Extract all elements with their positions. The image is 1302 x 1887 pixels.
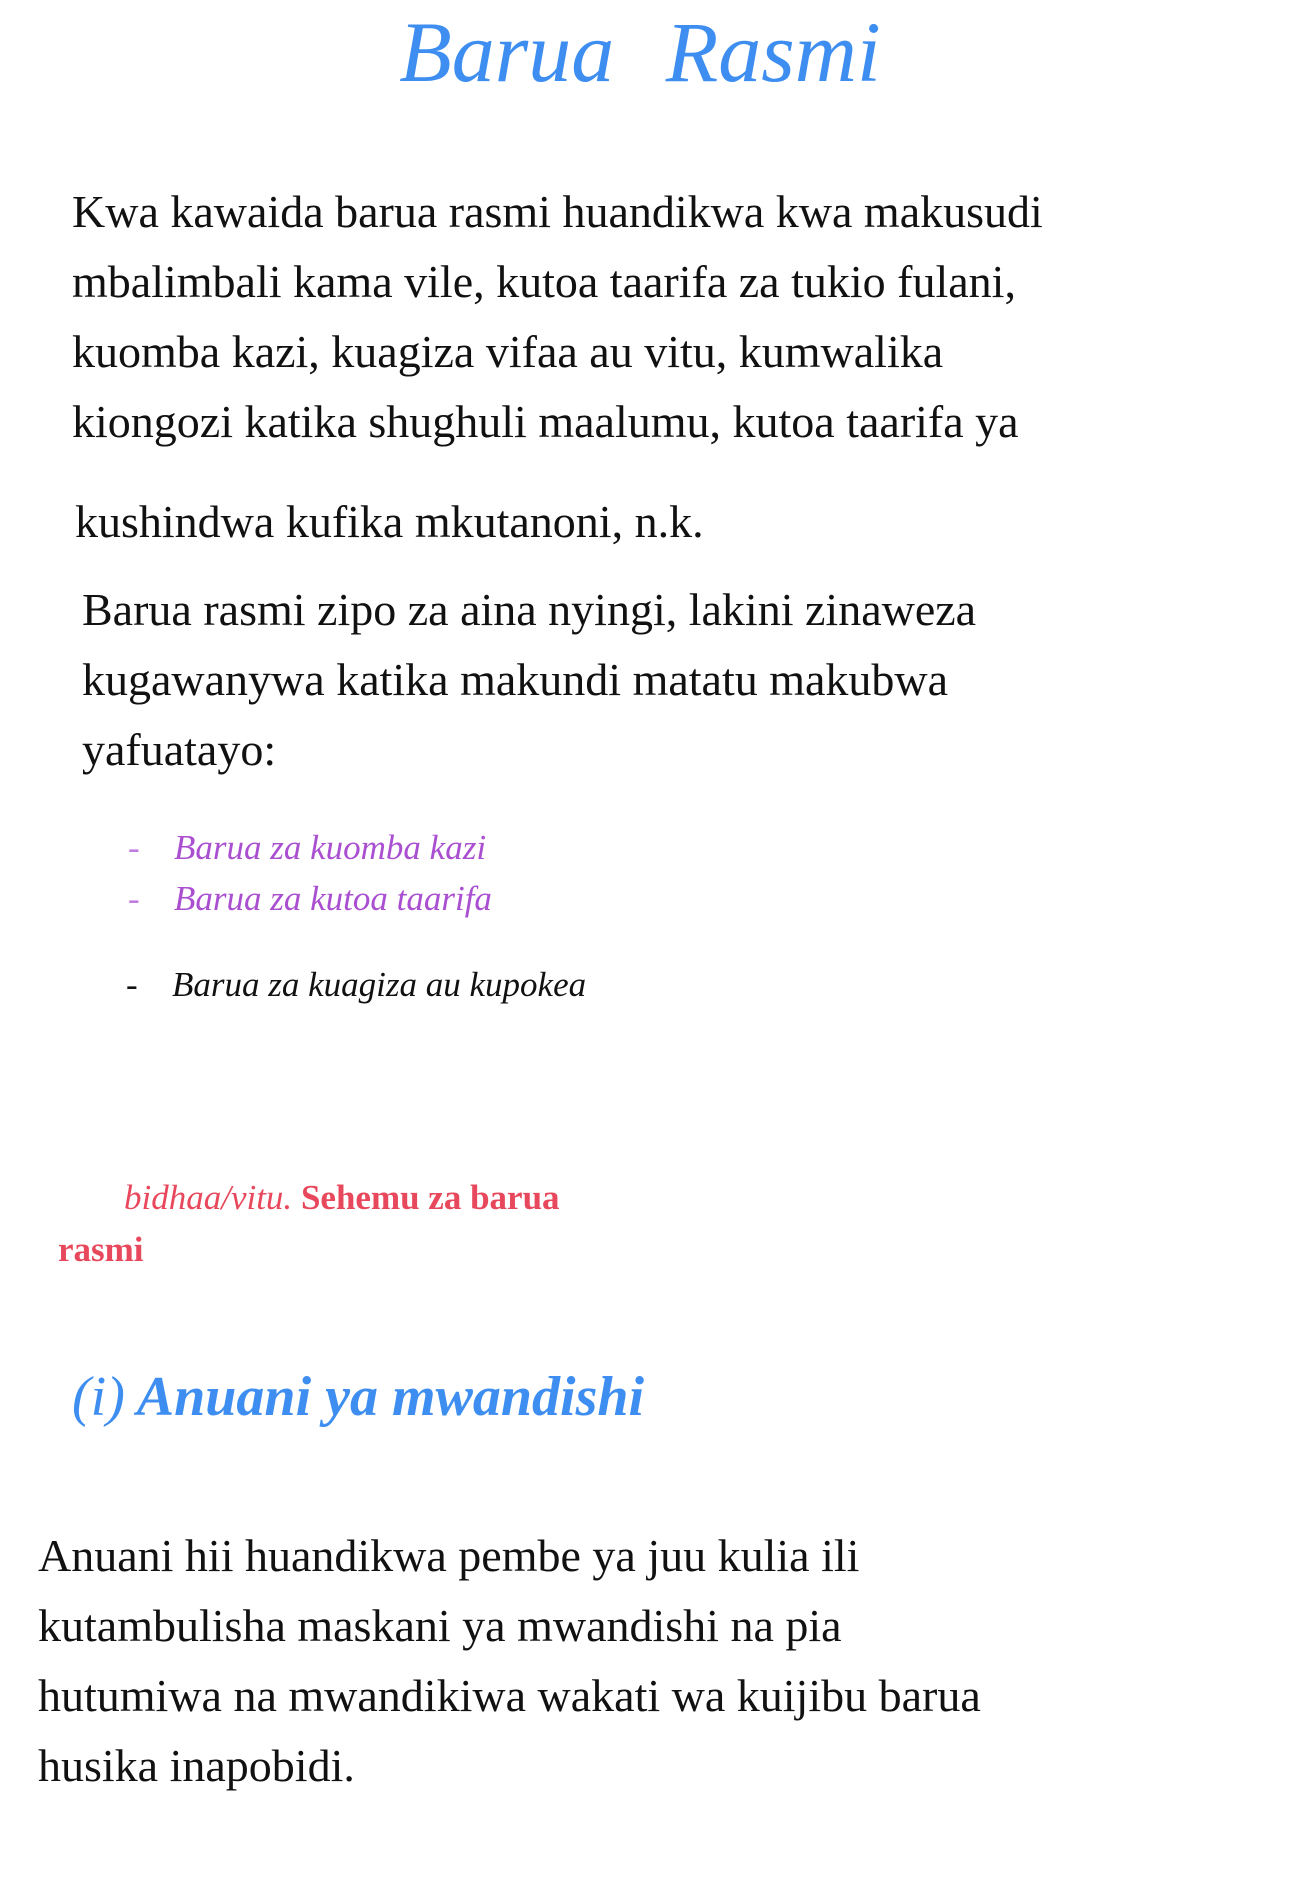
list-item bbox=[128, 825, 487, 871]
bullet-dash: - bbox=[126, 965, 138, 1004]
types-line: kugawanywa katika makundi matatu makubwa bbox=[82, 654, 949, 705]
intro-line: kuomba kazi, kuagiza vifaa au vitu, kumwalika bbox=[72, 326, 944, 377]
list-item-text: Barua za kuomba kazi bbox=[174, 828, 487, 867]
bullet-dash: - bbox=[128, 879, 140, 918]
types-line: yafuatayo: bbox=[82, 724, 277, 775]
intro-line: kiongozi katika shughuli maalumu, kutoa taarifa ya bbox=[72, 396, 1019, 447]
body-line: kutambulisha maskani ya mwandishi na pia bbox=[38, 1600, 842, 1651]
body-line: husika inapobidi. bbox=[38, 1740, 355, 1791]
section-intro-heading-continued: rasmi bbox=[58, 1230, 144, 1269]
section-number: (i) bbox=[72, 1366, 125, 1428]
list-item-text: Barua za kuagiza au kupokea bbox=[172, 965, 587, 1004]
intro-line: Kwa kawaida barua rasmi huandikwa kwa makusudi bbox=[72, 186, 1043, 237]
list-item bbox=[128, 876, 492, 922]
list-item-text: Barua za kutoa taarifa bbox=[174, 879, 492, 918]
intro-line: kushindwa kufika mkutanoni, n.k. bbox=[75, 496, 704, 547]
section-heading-text: Anuani ya mwandishi bbox=[136, 1366, 645, 1428]
list-item bbox=[126, 962, 587, 1008]
intro-line: mbalimbali kama vile, kutoa taarifa za tukio fulani, bbox=[72, 256, 1016, 307]
continuation-line bbox=[124, 1175, 560, 1221]
bullet-dash: - bbox=[128, 828, 140, 867]
continuation-italic: bidhaa/vitu. bbox=[124, 1178, 293, 1217]
section-heading bbox=[72, 1362, 644, 1432]
body-line: Anuani hii huandikwa pembe ya juu kulia ili bbox=[38, 1530, 860, 1581]
types-line: Barua rasmi zipo za aina nyingi, lakini zinaweza bbox=[82, 584, 977, 635]
body-line: hutumiwa na mwandikiwa wakati wa kuijibu barua bbox=[38, 1670, 981, 1721]
section-intro-heading: Sehemu za barua bbox=[300, 1178, 560, 1217]
page-title: Barua Rasmi bbox=[399, 4, 881, 100]
